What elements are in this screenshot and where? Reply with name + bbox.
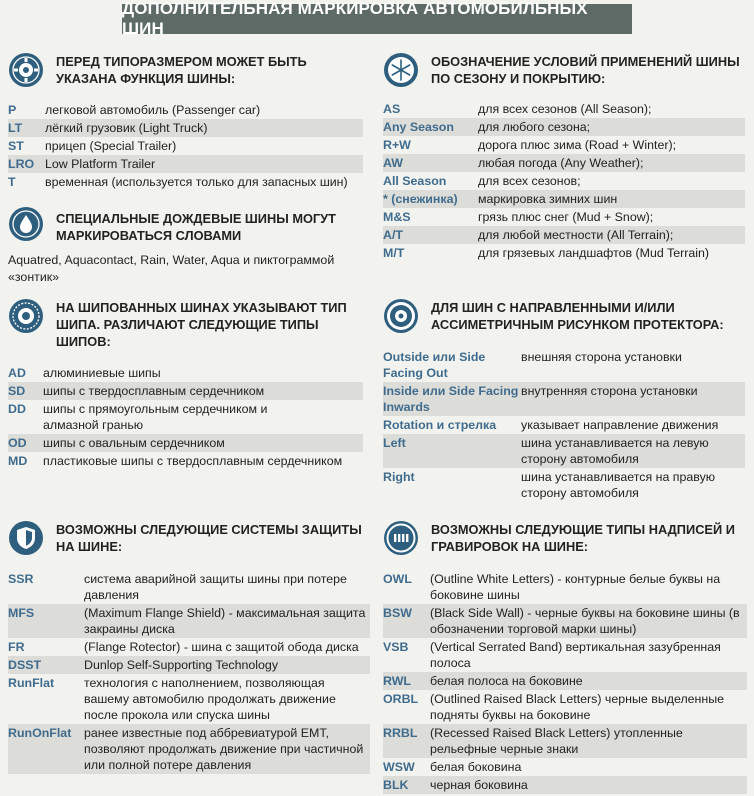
list-item: DSST Dunlop Self-Supporting Technology bbox=[8, 656, 370, 674]
page-title: ДОПОЛНИТЕЛЬНАЯ МАРКИРОВКА АВТОМОБИЛЬНЫХ ШИН bbox=[122, 4, 632, 34]
list-item: LT лёгкий грузовик (Light Truck) bbox=[8, 119, 363, 137]
studded-tire-icon bbox=[8, 298, 44, 334]
list-item: Outside или Side Facing Out внешняя сторона установки bbox=[383, 350, 682, 380]
list-item: T временная (используется только для запасных шин) bbox=[8, 175, 348, 189]
list-item: All Season для всех сезонов; bbox=[383, 174, 581, 188]
list-item: ORBL (Outlined Raised Black Letters) черные выделенные подняты буквы на боковине bbox=[383, 692, 725, 722]
list-item: BSW (Black Side Wall) - черные буквы на боковине шины (в обозначении торговой марки шины) bbox=[383, 604, 747, 638]
list-item: SSR система аварийной защиты шины при потере давления bbox=[8, 572, 347, 602]
gear-icon bbox=[8, 52, 44, 88]
section-title: ВОЗМОЖНЫ СЛЕДУЮЩИЕ СИСТЕМЫ ЗАЩИТЫ НА ШИНЕ: bbox=[56, 522, 362, 554]
list-item: OD шипы с овальным сердечником bbox=[8, 434, 363, 452]
rain-drop-icon bbox=[8, 206, 44, 242]
section-title: НА ШИПОВАННЫХ ШИНАХ УКАЗЫВАЮТ ТИП ШИПА. РАЗЛИЧАЮТ СЛЕДУЮЩИЕ ТИПЫ ШИПОВ: bbox=[56, 300, 347, 349]
list-item: AS для всех сезонов (All Season); bbox=[383, 102, 652, 116]
list-item: M&S грязь плюс снег (Mud + Snow); bbox=[383, 210, 654, 224]
list-item: WSW белая боковина bbox=[383, 760, 522, 774]
list-item: BLK черная боковина bbox=[383, 776, 747, 794]
section-function bbox=[8, 52, 363, 191]
tire-tread-icon bbox=[383, 298, 419, 334]
section-title: СПЕЦИАЛЬНЫЕ ДОЖДЕВЫЕ ШИНЫ МОГУТ МАРКИРОВАТЬСЯ СЛОВАМИ bbox=[56, 211, 336, 243]
list-item: Left шина устанавливается на левую сторону автомобиля bbox=[383, 434, 745, 468]
section-season bbox=[383, 52, 745, 262]
snowflake-icon bbox=[383, 52, 419, 88]
list-item: Inside или Side Facing Inwards внутренняя сторона установки bbox=[383, 382, 745, 416]
list-item: LRO Low Platform Trailer bbox=[8, 155, 363, 173]
list-item: RRBL (Recessed Raised Black Letters) утопленные рельефные черные знаки bbox=[383, 724, 747, 758]
section-title: ПЕРЕД ТИПОРАЗМЕРОМ МОЖЕТ БЫТЬ УКАЗАНА ФУНКЦИЯ ШИНЫ: bbox=[56, 54, 307, 86]
list-item: * (снежинка) маркировка зимних шин bbox=[383, 190, 745, 208]
rain-text: Aquatred, Aquacontact, Rain, Water, Aqua и пиктограммой «зонтик» bbox=[8, 253, 335, 284]
list-item: DD шипы с прямоугольным сердечником и алмазной гранью bbox=[8, 402, 268, 432]
list-item: RunOnFlat ранее известные под аббревиатурой EMT, позволяют продолжать движение при частичной или полной потере давления bbox=[8, 724, 370, 774]
list-item: SD шипы с твердосплавным сердечником bbox=[8, 382, 363, 400]
list-item: M/T для грязевых ландшафтов (Mud Terrain) bbox=[383, 246, 709, 260]
list-item: AD алюминиевые шипы bbox=[8, 366, 161, 380]
list-item: ST прицеп (Special Trailer) bbox=[8, 139, 177, 153]
section-direction bbox=[383, 298, 745, 502]
section-lettering bbox=[383, 520, 747, 794]
list-item: RunFlat технология с наполнением, позволяющая вашему автомобилю продолжать движение после прокола или спуска шины bbox=[8, 676, 336, 722]
list-item: RWL белая полоса на боковине bbox=[383, 672, 747, 690]
list-item: MFS (Maximum Flange Shield) - максимальная защита закраины диска bbox=[8, 604, 370, 638]
section-rain bbox=[8, 206, 363, 286]
section-title: ВОЗМОЖНЫ СЛЕДУЮЩИЕ ТИПЫ НАДПИСЕЙ И ГРАВИРОВОК НА ШИНЕ: bbox=[431, 522, 735, 554]
section-protection bbox=[8, 520, 370, 774]
list-item: VSB (Vertical Serrated Band) вертикальная зазубренная полоса bbox=[383, 640, 721, 670]
list-item: R+W дорога плюс зима (Road + Winter); bbox=[383, 138, 677, 152]
list-item: Right шина устанавливается на правую сторону автомобиля bbox=[383, 470, 716, 500]
tire-lettering-icon bbox=[383, 520, 419, 556]
list-item: FR (Flange Rotector) - шина с защитой обода диска bbox=[8, 640, 359, 654]
section-title: ОБОЗНАЧЕНИЕ УСЛОВИЙ ПРИМЕНЕНИЙ ШИНЫ ПО СЕЗОНУ И ПОКРЫТИЮ: bbox=[431, 54, 740, 86]
list-item: Rotation и стрелка указывает направление движения bbox=[383, 418, 719, 432]
shield-icon bbox=[8, 520, 44, 556]
section-title: ДЛЯ ШИН С НАПРАВЛЕННЫМИ И/ИЛИ АССИМЕТРИЧНЫМ РИСУНКОМ ПРОТЕКТОРА: bbox=[431, 300, 724, 332]
list-item: Any Season для любого сезона; bbox=[383, 118, 745, 136]
section-studs bbox=[8, 298, 363, 470]
list-item: MD пластиковые шипы с твердосплавным сердечником bbox=[8, 454, 343, 468]
list-item: P легковой автомобиль (Passenger car) bbox=[8, 103, 261, 117]
list-item: A/T для любой местности (All Terrain); bbox=[383, 226, 745, 244]
list-item: AW любая погода (Any Weather); bbox=[383, 154, 745, 172]
list-item: OWL (Outline White Letters) - контурные белые буквы на боковине шины bbox=[383, 572, 721, 602]
